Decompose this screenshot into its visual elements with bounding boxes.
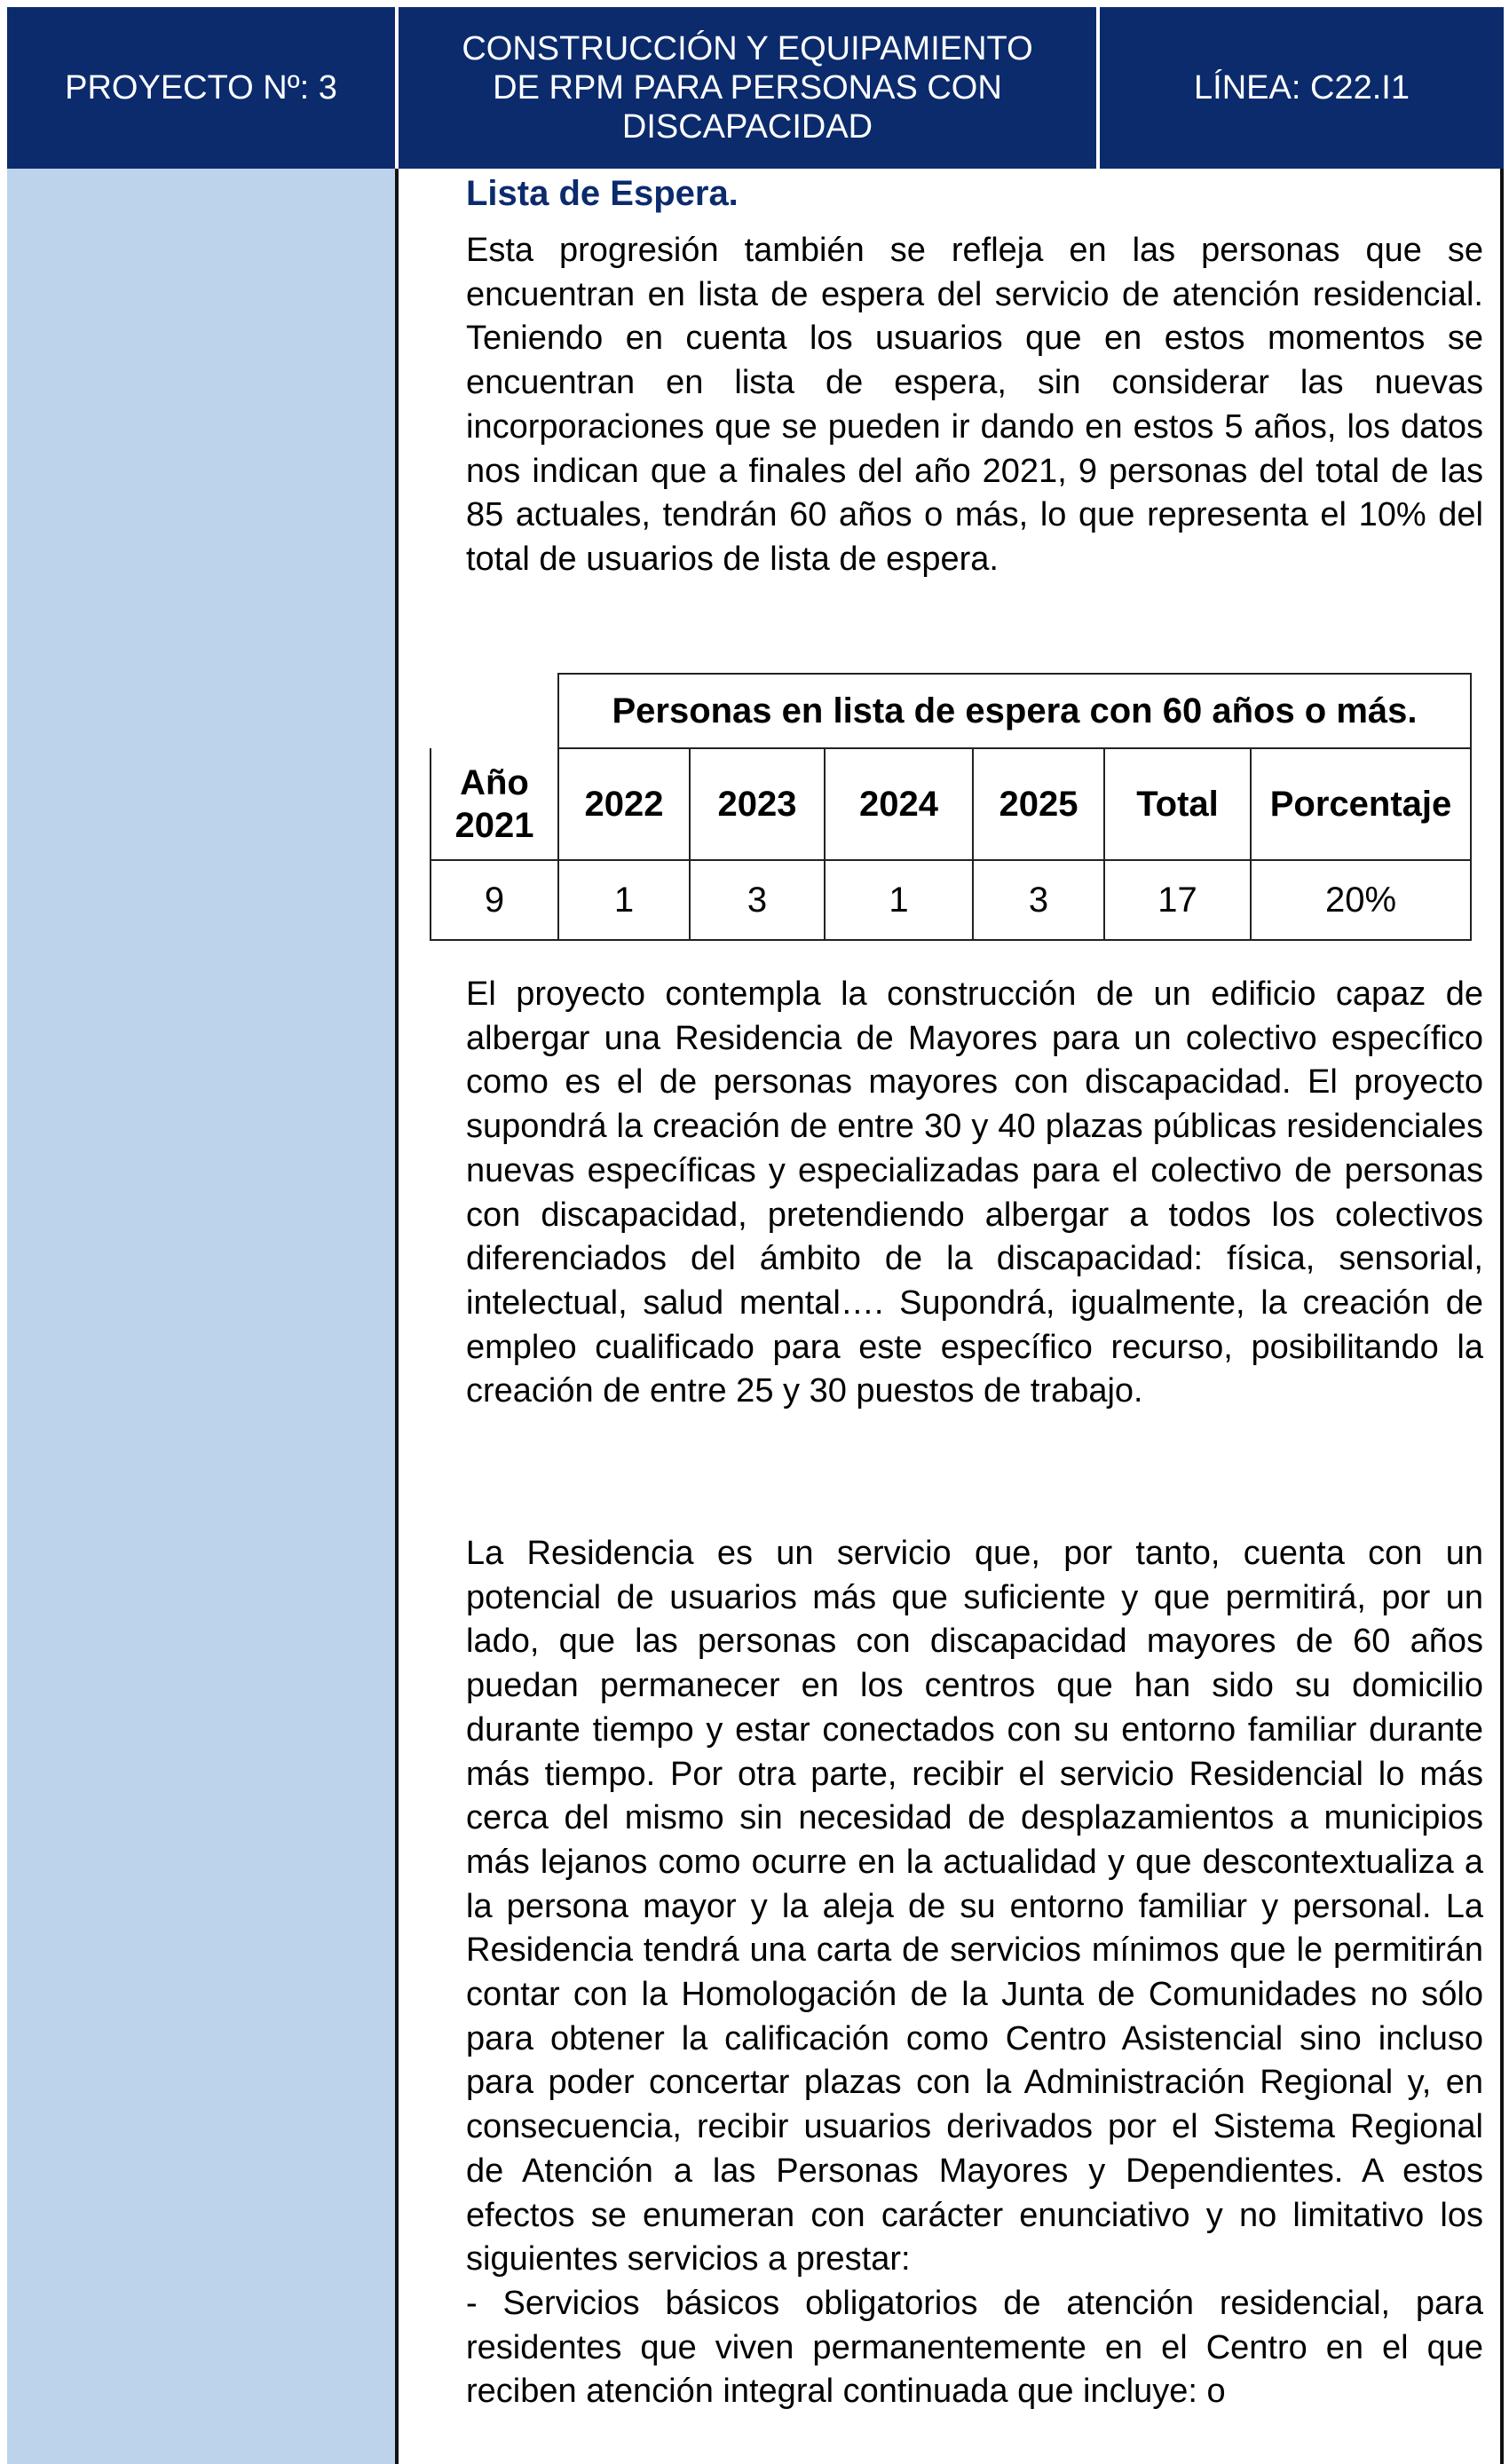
table-row <box>431 860 1471 940</box>
waiting-list-table <box>430 673 1472 941</box>
paragraph-project-block <box>466 973 1483 1414</box>
paragraph-waiting-list: Esta progresión también se refleja en las personas que se encuentran en lista de espera del servicio de atención residencial. Teniendo en cuenta los usuarios que en estos momentos se encuentran en lista de espera, sin considerar las nuevas incorporaciones que se pueden ir dando en estos 5 años, los datos nos indican que a finales del año 2021, 9 personas del total de las 85 actuales, tendrán 60 años o más, lo que representa el 10% del total de usuarios de lista de espera. <box>466 232 1483 578</box>
table-header-cell: Total <box>1104 748 1251 860</box>
year-label-line-2: 2021 <box>454 805 534 845</box>
table-empty-corner <box>431 674 558 748</box>
page-right-border <box>1500 169 1504 2464</box>
paragraph-project: El proyecto contempla la construcción de un edificio capaz de albergar una Residencia de Mayores para un colectivo específico como es el de personas mayores con discapacidad. El proyecto supondrá la creación de entre 30 y 40 plazas públicas residenciales nuevas específicas y especializadas para el colectivo de personas con discapacidad, pretendiendo albergar a todos los colectivos diferenciados del ámbito de la discapacidad: física, sensorial, intelectual, salud mental…. Supondrá, igualmente, la creación de empleo cualificado para este específico recurso, posibilitando la creación de entre 25 y 30 puestos de trabajo. <box>466 975 1483 1410</box>
table-cell: 1 <box>558 860 690 940</box>
funding-line: LÍNEA: C22.I1 <box>1194 69 1410 107</box>
paragraph-services: - Servicios básicos obligatorios de atención residencial, para residentes que viven permanentemente en el Centro en el que reciben atención integral continuada que incluye: o <box>466 2284 1483 2411</box>
table-cell: 20% <box>1251 860 1471 940</box>
main-content <box>466 169 1483 582</box>
table-cell: 1 <box>825 860 973 940</box>
waiting-list-table-container <box>430 673 1472 939</box>
project-title-line-2: DE RPM PARA PERSONAS CON <box>493 69 1002 107</box>
table-header-year <box>431 748 558 860</box>
document-header <box>7 7 1504 169</box>
paragraph-residence-block <box>466 1532 1483 2414</box>
table-header-cell: 2023 <box>690 748 825 860</box>
table-cell: 9 <box>431 860 558 940</box>
left-sidebar-band <box>7 169 395 2464</box>
table-header-cell: 2024 <box>825 748 973 860</box>
section-heading: Lista de Espera. <box>466 174 739 213</box>
column-divider <box>395 169 399 2464</box>
table-header-cell: 2022 <box>558 748 690 860</box>
table-cell: 3 <box>973 860 1104 940</box>
year-label-line-1: Año <box>460 762 529 802</box>
table-header-cell: 2025 <box>973 748 1104 860</box>
table-cell: 17 <box>1104 860 1251 940</box>
project-title-line-1: CONSTRUCCIÓN Y EQUIPAMIENTO <box>462 30 1033 67</box>
table-title: Personas en lista de espera con 60 años o más. <box>558 674 1471 748</box>
table-header-row <box>431 748 1471 860</box>
project-title <box>399 7 1096 169</box>
project-title-line-3: DISCAPACIDAD <box>621 108 873 146</box>
table-cell: 3 <box>690 860 825 940</box>
project-number: PROYECTO Nº: 3 <box>65 69 337 107</box>
paragraph-residence: La Residencia es un servicio que, por tanto, cuenta con un potencial de usuarios más que suficiente y que permitirá, por un lado, que las personas con discapacidad mayores de 60 años puedan permanecer en los centros que han sido su domicilio durante tiempo y estar conectados con su entorno familiar durante más tiempo. Por otra parte, recibir el servicio Residencial lo más cerca del mismo sin necesidad de desplazamientos a municipios más lejanos como ocurre en la actualidad y que descontextualiza a la persona mayor y la aleja de su entorno familiar y personal. La Residencia tendrá una carta de servicios mínimos que le permitirán contar con la Homologación de la Junta de Comunidades no sólo para obtener la calificación como Centro Asistencial sino incluso para poder concertar plazas con la Administración Regional y, en consecuencia, recibir usuarios derivados por el Sistema Regional de Atención a las Personas Mayores y Dependientes. A estos efectos se enumeran con carácter enunciativo y no limitativo los siguientes servicios a prestar: <box>466 1535 1483 2278</box>
table-header-cell: Porcentaje <box>1251 748 1471 860</box>
